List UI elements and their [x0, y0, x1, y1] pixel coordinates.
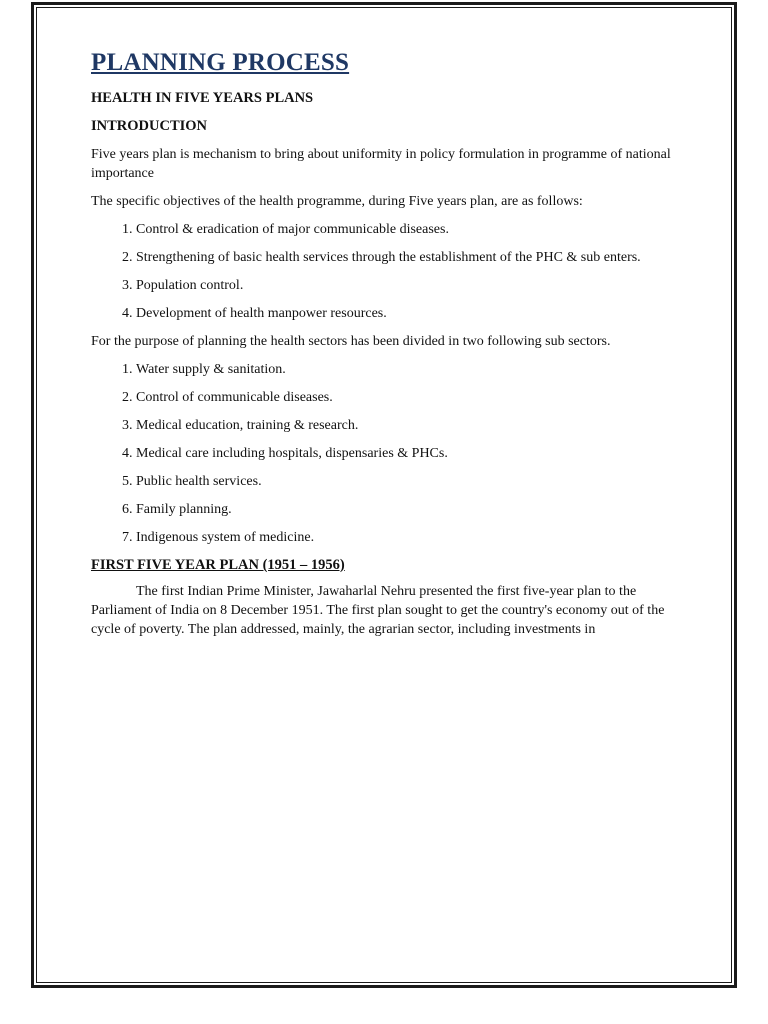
subsectors-list [91, 360, 671, 547]
subsectors-intro: For the purpose of planning the health sectors has been divided in two following sub sectors. [91, 334, 611, 349]
page-title: PLANNING PROCESS [91, 49, 350, 76]
list-item: 3. Population control. [136, 276, 671, 295]
subheading: HEALTH IN FIVE YEARS PLANS [91, 90, 314, 106]
list-item: 2. Strengthening of basic health services through the establishment of the PHC & sub enters. [136, 248, 671, 267]
list-item: 1. Water supply & sanitation. [136, 360, 671, 379]
objectives-intro: The specific objectives of the health programme, during Five years plan, are as follows: [91, 194, 583, 209]
list-item: 6. Family planning. [136, 500, 671, 519]
intro-heading: INTRODUCTION [91, 118, 208, 134]
intro-paragraph: Five years plan is mechanism to bring about uniformity in policy formulation in programme of national importance [91, 147, 671, 181]
list-item: 7. Indigenous system of medicine. [136, 528, 671, 547]
list-item: 4. Medical care including hospitals, dispensaries & PHCs. [136, 444, 671, 463]
objectives-list [91, 220, 671, 323]
list-item: 5. Public health services. [136, 472, 671, 491]
list-item: 2. Control of communicable diseases. [136, 388, 671, 407]
list-item: 3. Medical education, training & research. [136, 416, 671, 435]
first-plan-heading: FIRST FIVE YEAR PLAN (1951 – 1956) [91, 557, 345, 573]
list-item: 4. Development of health manpower resources. [136, 304, 671, 323]
first-plan-paragraph: The first Indian Prime Minister, Jawaharlal Nehru presented the first five-year plan to the Parliament of India on 8 December 1951. The first plan sought to get the country's economy out of the cycle of poverty. The plan addressed, mainly, the agrarian sector, including investments in [91, 584, 665, 637]
document-body [91, 46, 671, 648]
list-item: 1. Control & eradication of major communicable diseases. [136, 220, 671, 239]
